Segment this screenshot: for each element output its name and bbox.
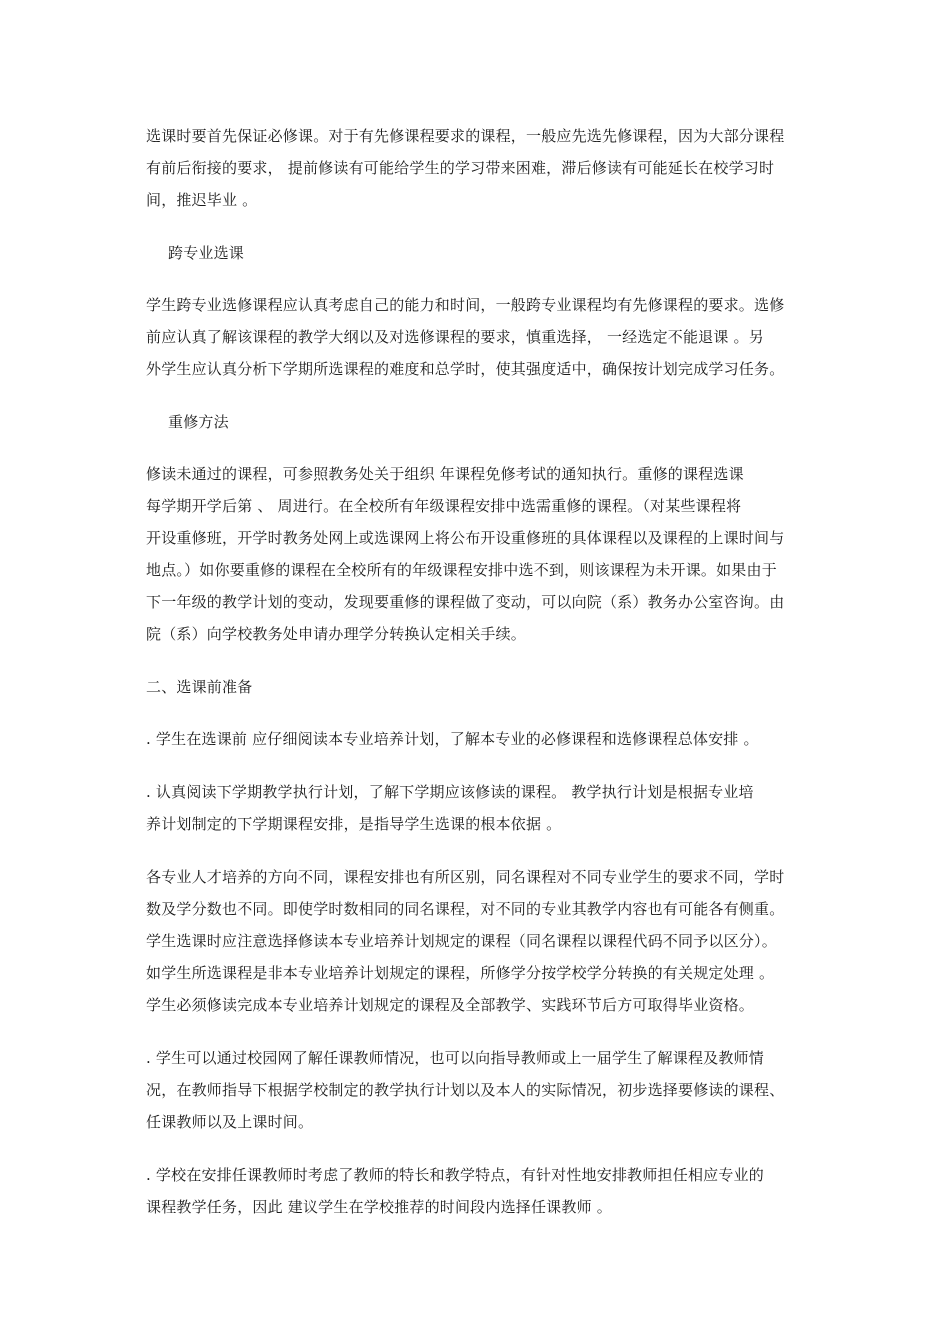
para-retake-line-2: 每学期开学后第 、 周进行。在全校所有年级课程安排中选需重修的课程。（对某些课程将 bbox=[146, 497, 742, 515]
para-cross-major-line-2: 前应认真了解该课程的教学大纲以及对选修课程的要求，慎重选择， 一经选定不能退课 。另 bbox=[146, 328, 764, 346]
para-cross-major-line-3: 外学生应认真分析下学期所选课程的难度和总学时，使其强度适中，确保按计划完成学习任务。 bbox=[146, 360, 785, 378]
item-teacher-arrangement-line-2: 课程教学任务，因此 建议学生在学校推荐的时间段内选择任课教师 。 bbox=[146, 1198, 612, 1216]
para-required-first-line-2: 有前后衔接的要求， 提前修读有可能给学生的学习带来困难，滞后修读有可能延长在校学习时 bbox=[146, 159, 775, 177]
para-majors-line-3: 学生选课时应注意选择修读本专业培养计划规定的课程（同名课程以课程代码不同予以区分）。 bbox=[146, 932, 777, 950]
para-cross-major-line-1: 学生跨专业选修课程应认真考虑自己的能力和时间，一般跨专业课程均有先修课程的要求。选修 bbox=[146, 296, 785, 314]
para-retake-line-5: 下一年级的教学计划的变动，发现要重修的课程做了变动，可以向院（系）教务办公室咨询。由 bbox=[146, 593, 785, 611]
para-required-first-line-1: 选课时要首先保证必修课。对于有先修课程要求的课程，一般应先选先修课程，因为大部分课程 bbox=[146, 127, 785, 145]
para-retake-line-4: 地点。）如你要重修的课程在全校所有的年级课程安排中选不到，则该课程为未开课。如果由于 bbox=[146, 561, 777, 579]
para-required-first-line-3: 间，推迟毕业 。 bbox=[146, 191, 258, 209]
item-teacher-info-line-1: . 学生可以通过校园网了解任课教师情况，也可以向指导教师或上一届学生了解课程及教师情 bbox=[146, 1049, 764, 1067]
heading-cross-major: 跨专业选课 bbox=[168, 244, 245, 262]
item-teacher-info-line-3: 任课教师以及上课时间。 bbox=[146, 1113, 314, 1131]
para-retake-line-1: 修读未通过的课程，可参照教务处关于组织 年课程免修考试的通知执行。重修的课程选课 bbox=[146, 465, 744, 483]
para-majors-line-4: 如学生所选课程是非本专业培养计划规定的课程，所修学分按学校学分转换的有关规定处理 。 bbox=[146, 964, 775, 982]
item-teacher-info-line-2: 况，在教师指导下根据学校制定的教学执行计划以及本人的实际情况，初步选择要修读的课程、 bbox=[146, 1081, 785, 1099]
para-retake-line-3: 开设重修班，开学时教务处网上或选课网上将公布开设重修班的具体课程以及课程的上课时间与 bbox=[146, 529, 785, 547]
item-teacher-arrangement-line-1: . 学校在安排任课教师时考虑了教师的特长和教学特点，有针对性地安排教师担任相应专业的 bbox=[146, 1166, 764, 1184]
item-read-training-plan: . 学生在选课前 应仔细阅读本专业培养计划，了解本专业的必修课程和选修课程总体安排 。 bbox=[146, 730, 759, 748]
para-majors-line-1: 各专业人才培养的方向不同，课程安排也有所区别，同名课程对不同专业学生的要求不同，学时 bbox=[146, 868, 785, 886]
para-majors-line-5: 学生必须修读完成本专业培养计划规定的课程及全部教学、实践环节后方可取得毕业资格。 bbox=[146, 996, 755, 1014]
heading-retake-method: 重修方法 bbox=[168, 413, 229, 431]
heading-preparation: 二、选课前准备 bbox=[146, 678, 253, 696]
item-read-execution-plan-line-1: . 认真阅读下学期教学执行计划，了解下学期应该修读的课程。 教学执行计划是根据专业培 bbox=[146, 783, 754, 801]
item-read-execution-plan-line-2: 养计划制定的下学期课程安排，是指导学生选课的根本依据 。 bbox=[146, 815, 562, 833]
para-majors-line-2: 数及学分数也不同。即使学时数相同的同名课程，对不同的专业其教学内容也有可能各有侧重。 bbox=[146, 900, 785, 918]
para-retake-line-6: 院（系）向学校教务处申请办理学分转换认定相关手续。 bbox=[146, 625, 527, 643]
